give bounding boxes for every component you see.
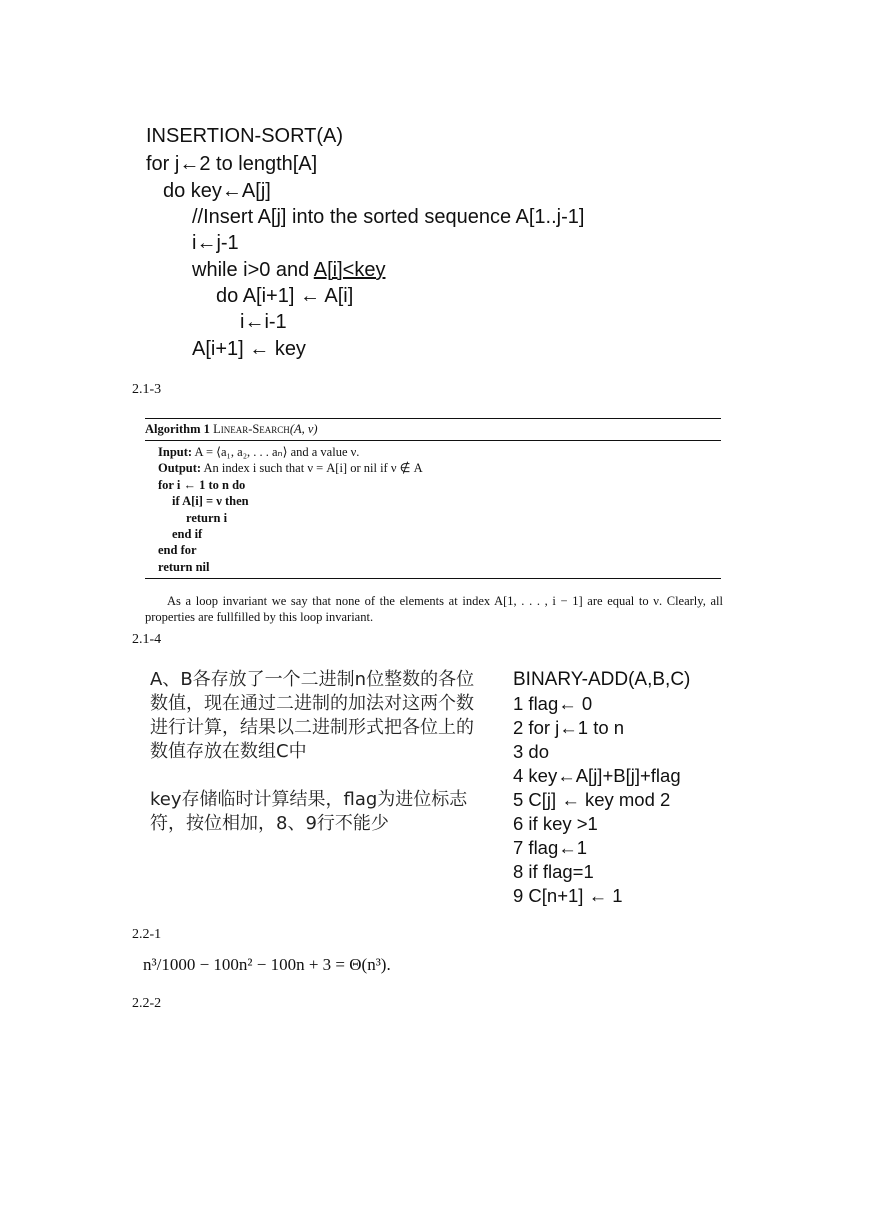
binary-add-description (150, 668, 480, 836)
output-text: An index i such that ν = A[i] or nil if ν ∉ A (203, 461, 423, 476)
code-line: 1 flag← 0 (513, 693, 593, 714)
code-line: 3 do (513, 741, 550, 762)
while-text: while i>0 and (192, 259, 314, 281)
return-nil-line: return nil (158, 559, 210, 574)
code-line: 8 if flag=1 (513, 861, 594, 882)
code-line: i←j-1 (192, 232, 239, 254)
insertion-sort-title: INSERTION-SORT(A) (146, 125, 344, 147)
invariant-text: As a loop invariant we say that none of the elements at index A[1, . . . , i − 1] are equal to ν. Clearly, all properties are fullfilled by this loop invariant. (145, 594, 723, 624)
end-for-line: end for (158, 543, 197, 558)
code-comment: //Insert A[j] into the sorted sequence A[1..j-1] (192, 206, 585, 228)
loop-invariant-paragraph (145, 593, 723, 625)
code-line: A[i+1] ← key (192, 338, 306, 360)
algorithm-caption (145, 419, 721, 440)
code-line: do key←A[j] (163, 180, 271, 202)
code-line: 5 C[j] ← key mod 2 (513, 789, 671, 810)
input-keyword: Input: (158, 445, 193, 459)
section-label-2-1-4: 2.1-4 (132, 632, 162, 647)
section-label-2-1-3: 2.1-3 (132, 382, 162, 397)
code-line: for j←2 to length[A] (146, 153, 318, 175)
code-line: 6 if key >1 (513, 813, 598, 834)
section-label-2-2-2: 2.2-2 (132, 996, 162, 1011)
algorithm-name: Linear-Search (213, 422, 290, 436)
output-line (158, 460, 721, 476)
description-paragraph: A、B各存放了一个二进制n位整数的各位数值，现在通过二进制的加法对这两个数进行计算，结果以二进制形式把各位上的数值存放在数组C中 (150, 669, 475, 762)
underlined-condition: A[i]<key (313, 259, 386, 281)
code-line: 2 for j←1 to n (513, 717, 625, 738)
code-line: 4 key←A[j]+B[j]+flag (513, 765, 681, 786)
code-line (192, 258, 385, 282)
code-line: i←i-1 (240, 311, 287, 333)
code-line: 9 C[n+1] ← 1 (513, 885, 623, 906)
code-line: 7 flag←1 (513, 837, 588, 858)
return-i-line: return i (186, 510, 228, 525)
description-paragraph: key存储临时计算结果，flag为进位标志符，按位相加，8、9行不能少 (150, 789, 468, 834)
bottom-rule (145, 578, 721, 579)
algorithm-args: (A, ν) (289, 422, 318, 436)
theta-equation: n³/1000 − 100n² − 100n + 3 = Θ(n³). (143, 955, 391, 974)
binary-add-title: BINARY-ADD(A,B,C) (513, 669, 691, 690)
end-if-line: end if (172, 526, 203, 541)
for-line: for i ← 1 to n do (158, 477, 246, 492)
algorithm-box (145, 418, 721, 579)
code-line: do A[i+1] ← A[i] (216, 285, 354, 307)
input-text: A = ⟨a₁, a₂, . . . aₙ⟩ and a value ν. (194, 445, 360, 459)
input-line (158, 444, 721, 460)
algorithm-number: Algorithm 1 (145, 422, 210, 436)
section-label-2-2-1: 2.2-1 (132, 927, 162, 942)
output-keyword: Output: (158, 461, 202, 476)
if-line: if A[i] = ν then (172, 494, 249, 509)
algorithm-body (145, 441, 721, 578)
